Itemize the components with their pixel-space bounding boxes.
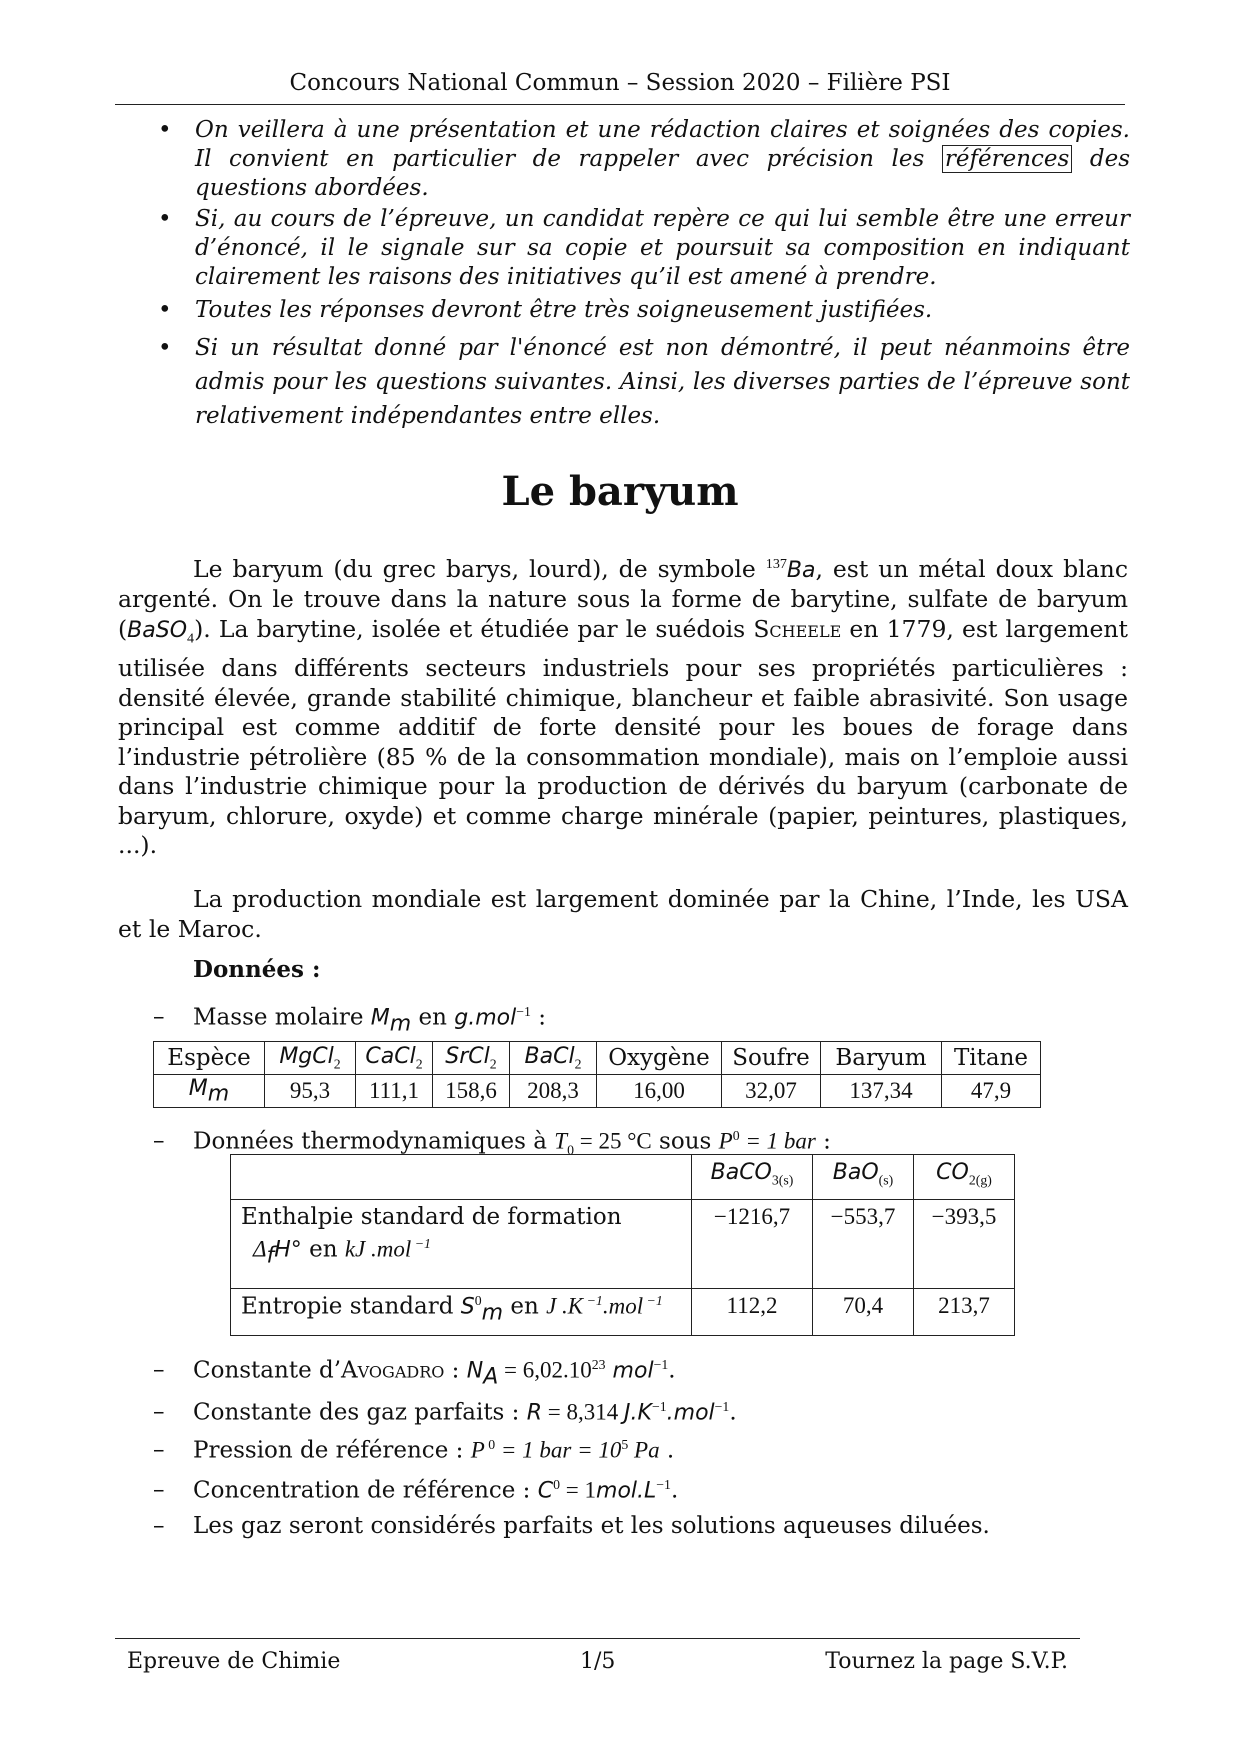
- table-header-cell: CaCl$_2$: [356, 1042, 433, 1075]
- footer-turn-page: Tournez la page S.V.P.: [825, 1649, 1068, 1674]
- bullet-icon: •: [158, 335, 172, 361]
- instruction-item: • Si un résultat donné par l'énoncé est non démontré, il peut néanmoins être admis pour les questions suivantes. Ainsi, les diverses parties de l’épreuve sont relativement indépendantes entre elles.: [150, 331, 1130, 433]
- bullet-icon: •: [158, 297, 172, 323]
- table-row: [154, 1042, 1041, 1075]
- table-header-cell: BaCl$_2$: [510, 1042, 597, 1075]
- bullet-icon: •: [158, 206, 172, 232]
- page-footer: [115, 1638, 1080, 1674]
- table-header-cell: Espèce: [154, 1042, 265, 1075]
- page: Concours National Commun – Session 2020 – Filière PSI • On veillera à une présentation et une rédaction claires et soignées des copies. Il convient en particulier de rappeler avec précision les références des questions abordées. • Si, au cours de l’épreuve, un candidat repère ce qui lui semble être une erreur d’énoncé, il le signale sur sa copie et poursuit sa composition en indiquant clairement les raisons des initiatives qu’il est amené à prendre. • Toutes les réponses devront être très soigneusement justifiées. • Si un résultat donné par l'énoncé est non démontré, il peut néanmoins être admis pour les questions suivantes. Ainsi, les diverses parties de l’épreuve sont relativement indépendantes entre elles. Le baryum Le baryum (du grec barys, lourd), de symbole $^{137}$Ba, est un métal doux blanc argenté. On le trouve dans la nature sous la forme de barytine, sulfate de baryum (BaSO$_4$). La barytine, isolée et étudiée par le suédois Scheele en 1779, est largement utilisée dans différents secteurs industriels pour ses propriétés particulières : densité élevée, grande stabilité chimique, blancheur et faible abrasivité. Son usage principal est comme additif de forte densité pour les boues de forage dans l’industrie pétrolière (85 % de la consommation mondiale), mais on l’emploie aussi dans l’industrie chimique pour la production de dérivés du baryum (carbonate de baryum, chlorure, oxyde) et comme charge minérale (papier, peintures, plastiques, ...). La production mondiale est largement dominée par la Chine, l’Inde, les USA et le Maroc. Données : – Masse molaire $M_m$ en g.mol$^{-1}$ : Espèce MgCl$_2$ CaCl$_2$ SrCl$_2$ BaCl$_2$ Oxygène Soufre Baryum Titane $M_m$ 95,3 111,1 158,6 208,3 16,00 32,07 137,34 47,9 – Données thermodynamiques à $T_0 = 25$ °C sous $P^0 = 1$ bar : BaCO$_{3(s)}$ BaO$_{(s)}$ $CO_{2(g)}$ Enthalpie standard de formation $\Delta_fH^\circ$ en kJ .mol $^{-1}$ −1216,7 −553,7 −393,5 Entropie standard $S^0_m$ en J .K $^{-1}$.mol $^{-1}$ 112,2 70,4 213,7 – Constante d’Avogadro : $N_A = 6,02.10^{23}$ mol$^{-1}$. – Constante des gaz parfaits : R = 8,314 $J.K^{-1}.mol^{-1}$. – Pression de référence : P $^0$ = 1 bar = $10^5$ Pa . – Concentration de référence : $C^0 = 1mol.L^{-1}$. – Les gaz seront considérés parfaits et les solutions aqueuses diluées. Epreuve de Chimie 1/5 Tournez la page S.V.P.: [0, 0, 1240, 1754]
- table-cell: 213,7: [914, 1289, 1015, 1336]
- table-cell: Entropie standard $S^0_m$ en J .K $^{-1}$.mol $^{-1}$: [231, 1289, 692, 1336]
- table-header-cell: Oxygène: [597, 1042, 722, 1075]
- instruction-item: • Toutes les réponses devront être très soigneusement justifiées.: [158, 297, 933, 323]
- footer-exam-name: Epreuve de Chimie: [127, 1649, 341, 1674]
- table-cell: 32,07: [722, 1075, 821, 1108]
- table-cell: 112,2: [692, 1289, 813, 1336]
- table-cell: Enthalpie standard de formation $\Delta_fH^\circ$ en kJ .mol $^{-1}$: [231, 1200, 692, 1289]
- table-header-cell: Titane: [942, 1042, 1041, 1075]
- table-header-cell: $CO_{2(g)}$: [914, 1155, 1015, 1200]
- table-cell: −553,7: [813, 1200, 914, 1289]
- table-cell: 158,6: [433, 1075, 510, 1108]
- instruction-item: • Si, au cours de l’épreuve, un candidat repère ce qui lui semble être une erreur d’énoncé, il le signale sur sa copie et poursuit sa composition en indiquant clairement les raisons des initiatives qu’il est amené à prendre.: [158, 206, 1130, 290]
- table-cell: 70,4: [813, 1289, 914, 1336]
- instruction-item: • On veillera à une présentation et une rédaction claires et soignées des copies. Il convient en particulier de rappeler avec précision les références des questions abordées.: [158, 117, 1131, 201]
- page-title: Le baryum: [501, 468, 739, 515]
- table-cell: 137,34: [821, 1075, 942, 1108]
- table-header-cell: BaCO$_{3(s)}$: [692, 1155, 813, 1200]
- table-cell: 208,3: [510, 1075, 597, 1108]
- instructions-list: [150, 116, 1130, 435]
- thermo-table: [230, 1154, 1015, 1336]
- table-cell: 47,9: [942, 1075, 1041, 1108]
- table-header-cell: BaO$_{(s)}$: [813, 1155, 914, 1200]
- table-cell: $M_m$: [154, 1075, 265, 1108]
- table-cell: 95,3: [265, 1075, 356, 1108]
- table-cell: 111,1: [356, 1075, 433, 1108]
- table-header-cell: [231, 1155, 692, 1200]
- production-paragraph: La production mondiale est largement dominée par la Chine, l’Inde, les USA et le Maroc.: [118, 885, 1128, 943]
- footer-page-number: 1/5: [580, 1649, 616, 1674]
- donnees-heading: Données :: [193, 956, 321, 983]
- boxed-word: références: [942, 145, 1072, 173]
- table-cell: 16,00: [597, 1075, 722, 1108]
- table-row: [231, 1289, 1015, 1336]
- table-header-cell: SrCl$_2$: [433, 1042, 510, 1075]
- bullet-icon: •: [158, 117, 172, 143]
- page-header: Concours National Commun – Session 2020 – Filière PSI: [115, 70, 1125, 105]
- table-row: [231, 1200, 1015, 1289]
- table-row: [154, 1075, 1041, 1108]
- intro-paragraph: Le baryum (du grec barys, lourd), de symbole $^{137}$Ba, est un métal doux blanc argenté. On le trouve dans la nature sous la forme de barytine, sulfate de baryum (BaSO$_4$). La barytine, isolée et étudiée par le suédois Scheele en 1779, est largement utilisée dans différents secteurs industriels pour ses propriétés particulières : densité élevée, grande stabilité chimique, blancheur et faible abrasivité. Son usage principal est comme additif de forte densité pour les boues de forage dans l’industrie pétrolière (85 % de la consommation mondiale), mais on l’emploie aussi dans l’industrie chimique pour la production de dérivés du baryum (carbonate de baryum, chlorure, oxyde) et comme charge minérale (papier, peintures, plastiques, ...).: [118, 554, 1128, 860]
- table-cell: −393,5: [914, 1200, 1015, 1289]
- table-header-cell: Baryum: [821, 1042, 942, 1075]
- table-cell: −1216,7: [692, 1200, 813, 1289]
- table-header-cell: Soufre: [722, 1042, 821, 1075]
- table-row: [231, 1155, 1015, 1200]
- molar-mass-table: [153, 1041, 1041, 1108]
- table-header-cell: MgCl$_2$: [265, 1042, 356, 1075]
